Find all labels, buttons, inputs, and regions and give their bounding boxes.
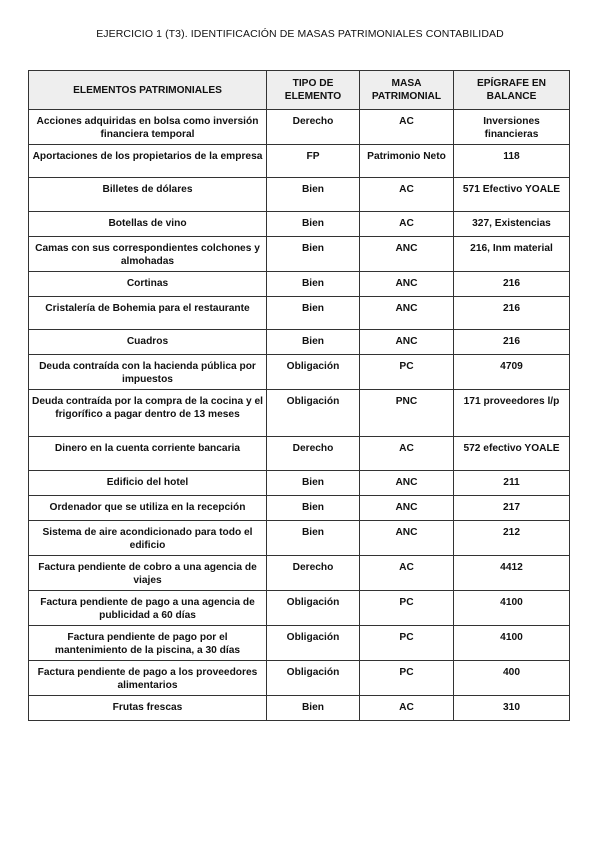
cell-epigrafe: 571 Efectivo YOALE xyxy=(454,178,570,212)
cell-tipo: Derecho xyxy=(267,437,360,471)
cell-masa: AC xyxy=(360,696,454,721)
cell-elemento: Aportaciones de los propietarios de la empresa xyxy=(29,145,267,178)
cell-elemento: Factura pendiente de pago a los proveedores alimentarios xyxy=(29,661,267,696)
table-row xyxy=(29,591,570,626)
cell-epigrafe: 216 xyxy=(454,297,570,330)
cell-epigrafe: 4412 xyxy=(454,556,570,591)
cell-elemento: Botellas de vino xyxy=(29,212,267,237)
cell-masa: AC xyxy=(360,437,454,471)
cell-epigrafe: 572 efectivo YOALE xyxy=(454,437,570,471)
cell-tipo: FP xyxy=(267,145,360,178)
balance-table xyxy=(28,70,570,721)
cell-epigrafe: 4100 xyxy=(454,591,570,626)
table-row xyxy=(29,237,570,272)
table-row xyxy=(29,661,570,696)
cell-elemento: Factura pendiente de pago por el mantenimiento de la piscina, a 30 días xyxy=(29,626,267,661)
cell-tipo: Derecho xyxy=(267,110,360,145)
cell-elemento: Dinero en la cuenta corriente bancaria xyxy=(29,437,267,471)
cell-epigrafe: 4100 xyxy=(454,626,570,661)
table-row xyxy=(29,145,570,178)
cell-epigrafe: 216 xyxy=(454,330,570,355)
cell-elemento: Sistema de aire acondicionado para todo el edificio xyxy=(29,521,267,556)
cell-elemento: Cristalería de Bohemia para el restaurante xyxy=(29,297,267,330)
table-row xyxy=(29,556,570,591)
cell-elemento: Cuadros xyxy=(29,330,267,355)
cell-masa: ANC xyxy=(360,471,454,496)
header-elementos: ELEMENTOS PATRIMONIALES xyxy=(29,71,267,110)
cell-masa: PC xyxy=(360,661,454,696)
cell-tipo: Derecho xyxy=(267,556,360,591)
cell-masa: ANC xyxy=(360,521,454,556)
table-row xyxy=(29,212,570,237)
cell-epigrafe: 216, Inm material xyxy=(454,237,570,272)
cell-masa: AC xyxy=(360,178,454,212)
page-title: EJERCICIO 1 (T3). IDENTIFICACIÓN DE MASAS PATRIMONIALES CONTABILIDAD xyxy=(96,28,504,40)
cell-elemento: Frutas frescas xyxy=(29,696,267,721)
header-masa: MASA PATRIMONIAL xyxy=(360,71,454,110)
cell-masa: ANC xyxy=(360,272,454,297)
table-row xyxy=(29,272,570,297)
cell-elemento: Billetes de dólares xyxy=(29,178,267,212)
table-row xyxy=(29,297,570,330)
cell-tipo: Obligación xyxy=(267,661,360,696)
cell-tipo: Obligación xyxy=(267,355,360,390)
cell-elemento: Camas con sus correspondientes colchones y almohadas xyxy=(29,237,267,272)
cell-tipo: Bien xyxy=(267,521,360,556)
cell-elemento: Acciones adquiridas en bolsa como inversión financiera temporal xyxy=(29,110,267,145)
table-row xyxy=(29,626,570,661)
table-row xyxy=(29,330,570,355)
cell-epigrafe: 211 xyxy=(454,471,570,496)
cell-masa: ANC xyxy=(360,297,454,330)
table-row xyxy=(29,110,570,145)
cell-epigrafe: 216 xyxy=(454,272,570,297)
cell-tipo: Bien xyxy=(267,212,360,237)
cell-elemento: Ordenador que se utiliza en la recepción xyxy=(29,496,267,521)
table-row xyxy=(29,178,570,212)
cell-epigrafe: 310 xyxy=(454,696,570,721)
cell-tipo: Bien xyxy=(267,272,360,297)
cell-tipo: Obligación xyxy=(267,626,360,661)
cell-elemento: Cortinas xyxy=(29,272,267,297)
cell-masa: AC xyxy=(360,110,454,145)
cell-masa: PC xyxy=(360,355,454,390)
table-row xyxy=(29,390,570,437)
table-row xyxy=(29,696,570,721)
cell-masa: ANC xyxy=(360,330,454,355)
cell-masa: PC xyxy=(360,626,454,661)
cell-epigrafe: 217 xyxy=(454,496,570,521)
table-row xyxy=(29,437,570,471)
cell-masa: PC xyxy=(360,591,454,626)
cell-epigrafe: 327, Existencias xyxy=(454,212,570,237)
cell-epigrafe: 4709 xyxy=(454,355,570,390)
cell-epigrafe: 171 proveedores l/p xyxy=(454,390,570,437)
cell-tipo: Bien xyxy=(267,237,360,272)
table-row xyxy=(29,496,570,521)
cell-tipo: Bien xyxy=(267,496,360,521)
cell-tipo: Obligación xyxy=(267,390,360,437)
cell-tipo: Obligación xyxy=(267,591,360,626)
cell-elemento: Deuda contraída con la hacienda pública por impuestos xyxy=(29,355,267,390)
cell-tipo: Bien xyxy=(267,471,360,496)
header-epigrafe: EPÍGRAFE EN BALANCE xyxy=(454,71,570,110)
cell-epigrafe: Inversiones financieras xyxy=(454,110,570,145)
cell-elemento: Deuda contraída por la compra de la cocina y el frigorífico a pagar dentro de 13 meses xyxy=(29,390,267,437)
cell-elemento: Factura pendiente de pago a una agencia de publicidad a 60 días xyxy=(29,591,267,626)
cell-epigrafe: 400 xyxy=(454,661,570,696)
cell-tipo: Bien xyxy=(267,178,360,212)
cell-masa: PNC xyxy=(360,390,454,437)
cell-masa: AC xyxy=(360,556,454,591)
table-row xyxy=(29,521,570,556)
cell-epigrafe: 118 xyxy=(454,145,570,178)
cell-elemento: Edificio del hotel xyxy=(29,471,267,496)
table-row xyxy=(29,355,570,390)
cell-masa: AC xyxy=(360,212,454,237)
cell-masa: ANC xyxy=(360,496,454,521)
cell-epigrafe: 212 xyxy=(454,521,570,556)
cell-masa: ANC xyxy=(360,237,454,272)
cell-elemento: Factura pendiente de cobro a una agencia de viajes xyxy=(29,556,267,591)
cell-tipo: Bien xyxy=(267,330,360,355)
cell-tipo: Bien xyxy=(267,696,360,721)
table-row xyxy=(29,471,570,496)
cell-tipo: Bien xyxy=(267,297,360,330)
header-tipo: TIPO DE ELEMENTO xyxy=(267,71,360,110)
table-header-row xyxy=(29,71,570,110)
cell-masa: Patrimonio Neto xyxy=(360,145,454,178)
